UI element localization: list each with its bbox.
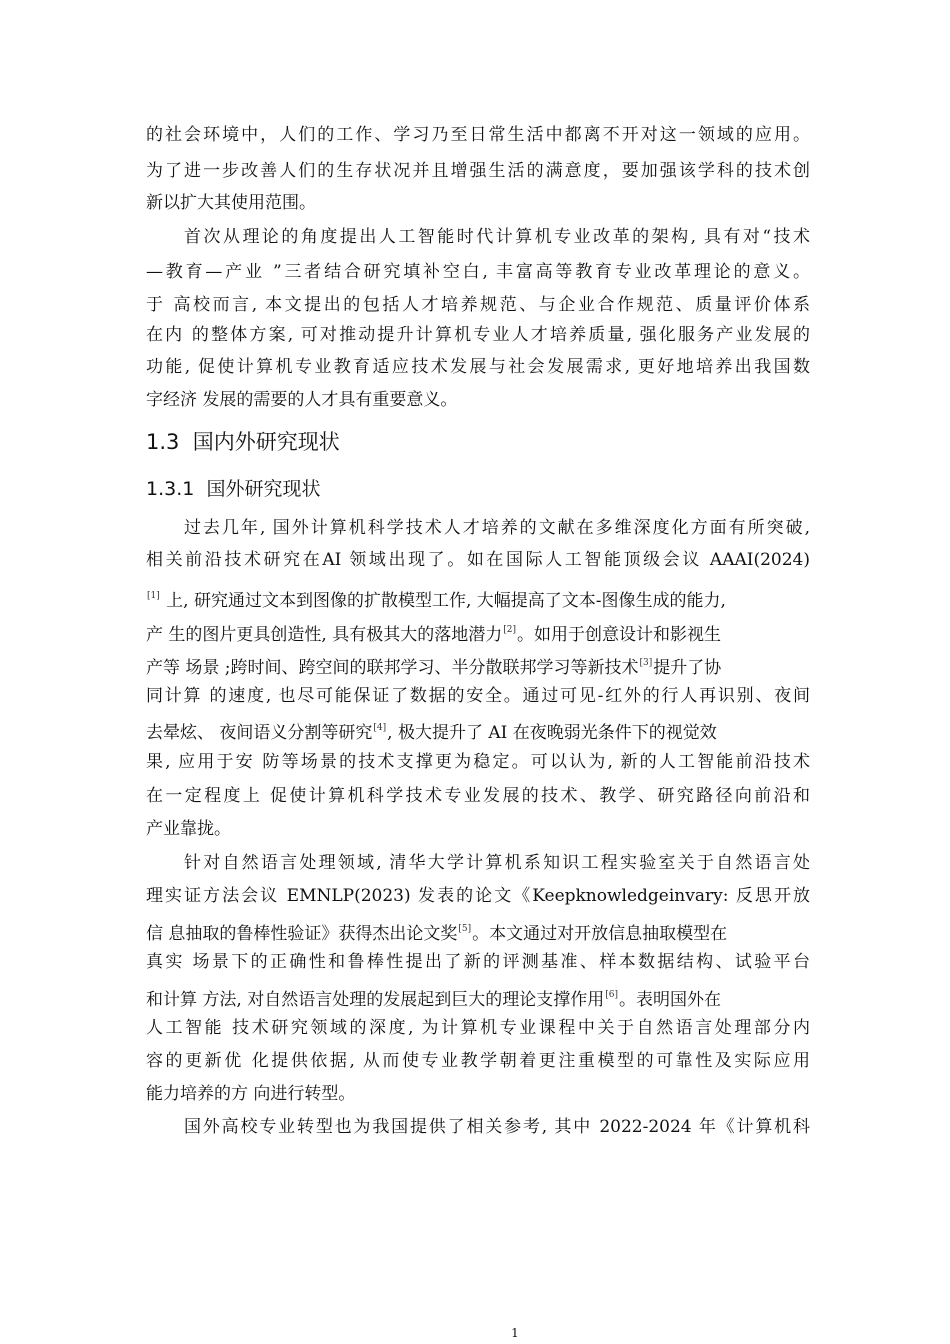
paragraph-line: 果, 应用于安 防等场景的技术支撑更为稳定。可以认为, 新的人工智能前沿技术 [146, 752, 810, 772]
paragraph-line [146, 586, 810, 611]
page-number: 1 [511, 1326, 519, 1340]
paragraph-line: 功能, 促使计算机专业教育适应技术发展与社会发展需求, 更好地培养出我国数 [146, 357, 810, 377]
subsection-heading [146, 474, 320, 501]
paragraph-text: 信 息抽取的鲁棒性验证》获得杰出论文奖 [146, 924, 458, 944]
paragraph-text: 。表明国外在 [618, 990, 721, 1010]
paragraph-line: 理实证方法会议 EMNLP(2023) 发表的论文《Keepknowledgeinvary: 反思开放 [146, 886, 810, 906]
paragraph-line: 国外高校专业转型也为我国提供了相关参考, 其中 2022-2024 年《计算机科 [184, 1117, 810, 1137]
paragraph-line: 字经济 发展的需要的人才具有重要意义。 [146, 390, 458, 410]
paragraph-line: 能力培养的方 向进行转型。 [146, 1084, 356, 1104]
paragraph-text: 上, 研究通过文本到图像的扩散模型工作, 大幅提高了文本-图像生成的能力, [166, 591, 726, 611]
paragraph-line [146, 985, 810, 1010]
paragraph-line: 于 高校而言, 本文提出的包括人才培养规范、与企业合作规范、质量评价体系 [146, 295, 810, 315]
citation-ref[interactable]: [1] [147, 591, 160, 601]
paragraph-text: 产等 场景 ;跨时间、跨空间的联邦学习、半分散联邦学习等新技术 [146, 658, 639, 678]
paragraph-text: 产 生的图片更具创造性, 具有极其大的落地潜力 [146, 625, 503, 645]
paragraph-line: —教育—产业 ”三者结合研究填补空白, 丰富高等教育专业改革理论的意义。 [146, 262, 810, 282]
paragraph-text: 提升了协 [653, 658, 722, 678]
paragraph-line [146, 653, 810, 678]
paragraph-line: 新以扩大其使用范围。 [146, 193, 316, 213]
paragraph-line: 真实 场景下的正确性和鲁棒性提出了新的评测基准、样本数据结构、试验平台 [146, 952, 810, 972]
paragraph-text: , 极大提升了 AI 在夜晚弱光条件下的视觉效 [387, 723, 717, 743]
paragraph-line: 过去几年, 国外计算机科学技术人才培养的文献在多维深度化方面有所突破, [184, 518, 810, 538]
paragraph-line: 相关前沿技术研究在AI 领域出现了。如在国际人工智能顶级会议 AAAI(2024) [146, 550, 810, 570]
paragraph-line: 同计算 的速度, 也尽可能保证了数据的安全。通过可见-红外的行人再识别、夜间 [146, 686, 810, 706]
paragraph-line: 产业靠拢。 [146, 819, 231, 839]
paragraph-line: 在内 的整体方案, 可对推动提升计算机专业人才培养质量, 强化服务产业发展的 [146, 325, 810, 345]
section-heading [146, 426, 340, 456]
section-title: 国内外研究现状 [192, 430, 340, 454]
paragraph-text: 。本文通过对开放信息抽取模型在 [472, 924, 728, 944]
citation-ref[interactable]: [2] [503, 625, 516, 635]
paragraph-line: 首次从理论的角度提出人工智能时代计算机专业改革的架构, 具有对“技术 [184, 227, 810, 247]
paragraph-text: 去晕炫、 夜间语义分割等研究 [146, 723, 373, 743]
paragraph-line: 的社会环境中，人们的工作、学习乃至日常生活中都离不开对这一领域的应用。 [146, 125, 810, 145]
paragraph-line [146, 620, 810, 645]
paragraph-line: 为了进一步改善人们的生存状况并且增强生活的满意度，要加强该学科的技术创 [146, 161, 810, 181]
citation-ref[interactable]: [4] [373, 723, 387, 733]
paragraph-text: 。如用于创意设计和影视生 [516, 625, 721, 645]
section-number: 1.3 [146, 430, 180, 454]
subsection-title: 国外研究现状 [206, 478, 321, 500]
subsection-number: 1.3.1 [146, 478, 195, 500]
citation-ref[interactable]: [3] [639, 658, 653, 668]
paragraph-line: 容的更新优 化提供依据, 从而使专业教学朝着更注重模型的可靠性及实际应用 [146, 1051, 810, 1071]
paragraph-line: 人工智能 技术研究领域的深度, 为计算机专业课程中关于自然语言处理部分内 [146, 1018, 810, 1038]
citation-ref[interactable]: [5] [458, 924, 472, 934]
paragraph-line: 在一定程度上 促使计算机科学技术专业发展的技术、教学、研究路径向前沿和 [146, 786, 810, 806]
paragraph-line [146, 919, 810, 944]
paragraph-line [146, 718, 810, 743]
citation-ref[interactable]: [6] [605, 990, 618, 1000]
paragraph-line: 针对自然语言处理领域, 清华大学计算机系知识工程实验室关于自然语言处 [184, 853, 810, 873]
paragraph-text: 和计算 方法, 对自然语言处理的发展起到巨大的理论支撑作用 [146, 990, 605, 1010]
